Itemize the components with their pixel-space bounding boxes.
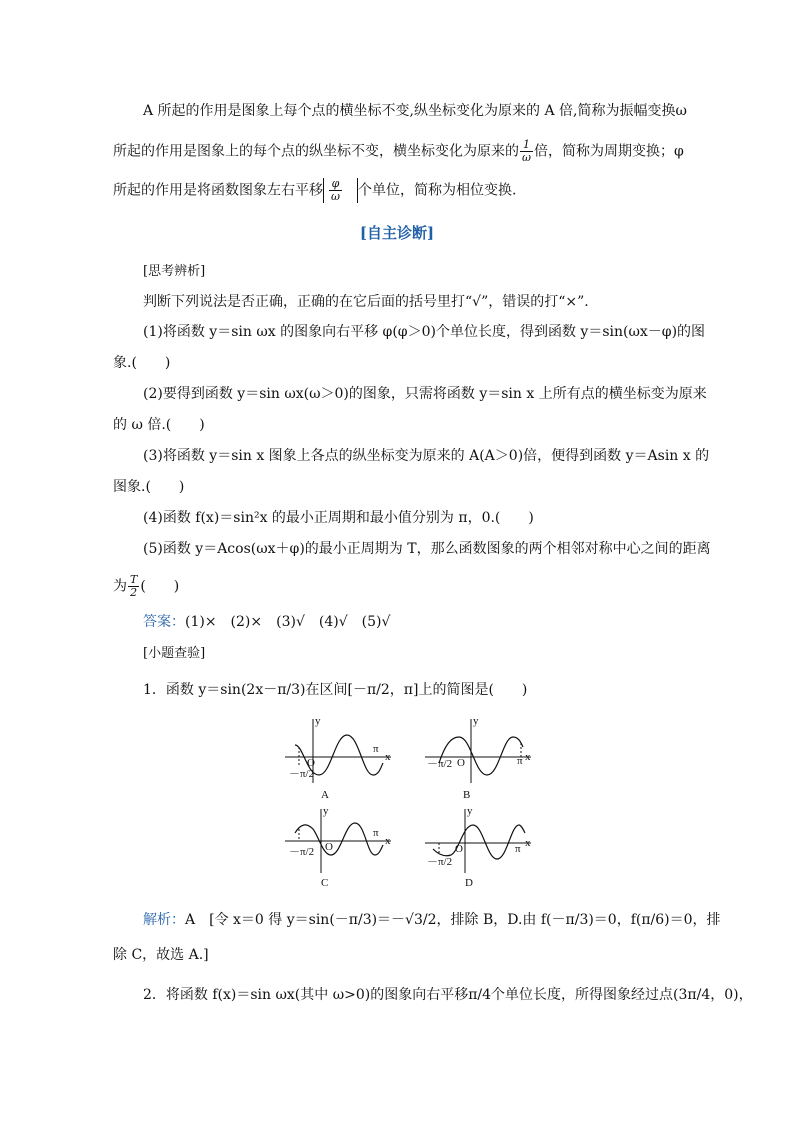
question-1a: (1)将函数 y＝sin ωx 的图象向右平移 φ(φ＞0)个单位长度，得到函数 y＝sin(ωx－φ)的图 [143, 324, 706, 340]
solution-label: 解析： [143, 912, 185, 928]
question-2a: (2)要得到函数 y＝sin ωx(ω＞0)的图象，只需将函数 y＝sin x 上所有点的横坐标变为原来 [143, 386, 707, 402]
question-5b: 为 $\frac{T}{2}$ ( ) [113, 573, 180, 599]
solution-line-1: 解析：A [令 x＝0 得 y＝sin(－π/3)＝－√3/2，排除 B，D.由 f(－π/3)＝0，f(π/6)＝0，排 [143, 912, 721, 928]
think-instruction: 判断下列说法是否正确，正确的在它后面的括号里打“√”，错误的打“×”. [143, 294, 589, 310]
graph-c-label: C [321, 877, 329, 889]
problem-1: 1．函数 y＝sin(2x－π/3)在区间[－π/2，π]上的简图是( ) [143, 682, 528, 698]
think-label: [思考辨析] [143, 264, 206, 279]
answer-label: 答案： [143, 614, 185, 630]
graph-d: y x O π －π/2 D [427, 805, 531, 889]
problem-2: 2．将函数 f(x)＝sin ωx(其中 ω>0)的图象向右平移π/4个单位长度，所得图象经过点(3π/4，0)， [143, 987, 753, 1003]
graph-d-label: D [465, 877, 473, 889]
solution-line-2: 除 C，故选 A.] [113, 947, 209, 963]
graph-b: y x O π －π/2 B [427, 715, 531, 801]
answer-line: 答案：(1)× (2)× (3)√ (4)√ (5)√ [143, 614, 391, 630]
fraction: $\frac{1}{\omega}$ [522, 138, 531, 164]
graph-a-label: A [321, 789, 329, 801]
graph-c: y x O π －π/2 C [289, 805, 391, 889]
abs-fraction: $\frac{\varphi}{\omega}$ [323, 178, 358, 203]
graph-a: y x O π －π/2 A [289, 715, 391, 801]
graph-b-label: B [463, 789, 471, 801]
intro-line-2: 所起的作用是图象上的每个点的纵坐标不变，横坐标变化为原来的 $\frac{1}{\omega}$ 倍，简称为周期变换；φ [113, 138, 684, 164]
question-4: (4)函数 f(x)＝sin²x 的最小正周期和最小值分别为 π，0.( ) [143, 510, 534, 526]
question-5a: (5)函数 y＝Acos(ωx＋φ)的最小正周期为 T，那么函数图象的两个相邻对称中心之间的距离 [143, 541, 711, 557]
question-3a: (3)将函数 y＝sin x 图象上各点的纵坐标变为原来的 A(A＞0)倍，便得到函数 y＝Asin x 的 [143, 448, 710, 464]
question-1b: 象.( ) [113, 355, 171, 371]
intro-line-3: 所起的作用是将函数图象左右平移 $\frac{\varphi}{\omega}$ 个单位，简称为相位变换. [113, 177, 517, 203]
intro-line-1: A 所起的作用是图象上每个点的横坐标不变,纵坐标变化为原来的 A 倍,简称为振幅变换ω [143, 103, 687, 119]
section-title: [自主诊断] [359, 224, 435, 242]
question-2b: 的 ω 倍.( ) [113, 417, 205, 433]
question-3b: 图象.( ) [113, 479, 185, 495]
small-label: [小题查验] [143, 646, 206, 661]
